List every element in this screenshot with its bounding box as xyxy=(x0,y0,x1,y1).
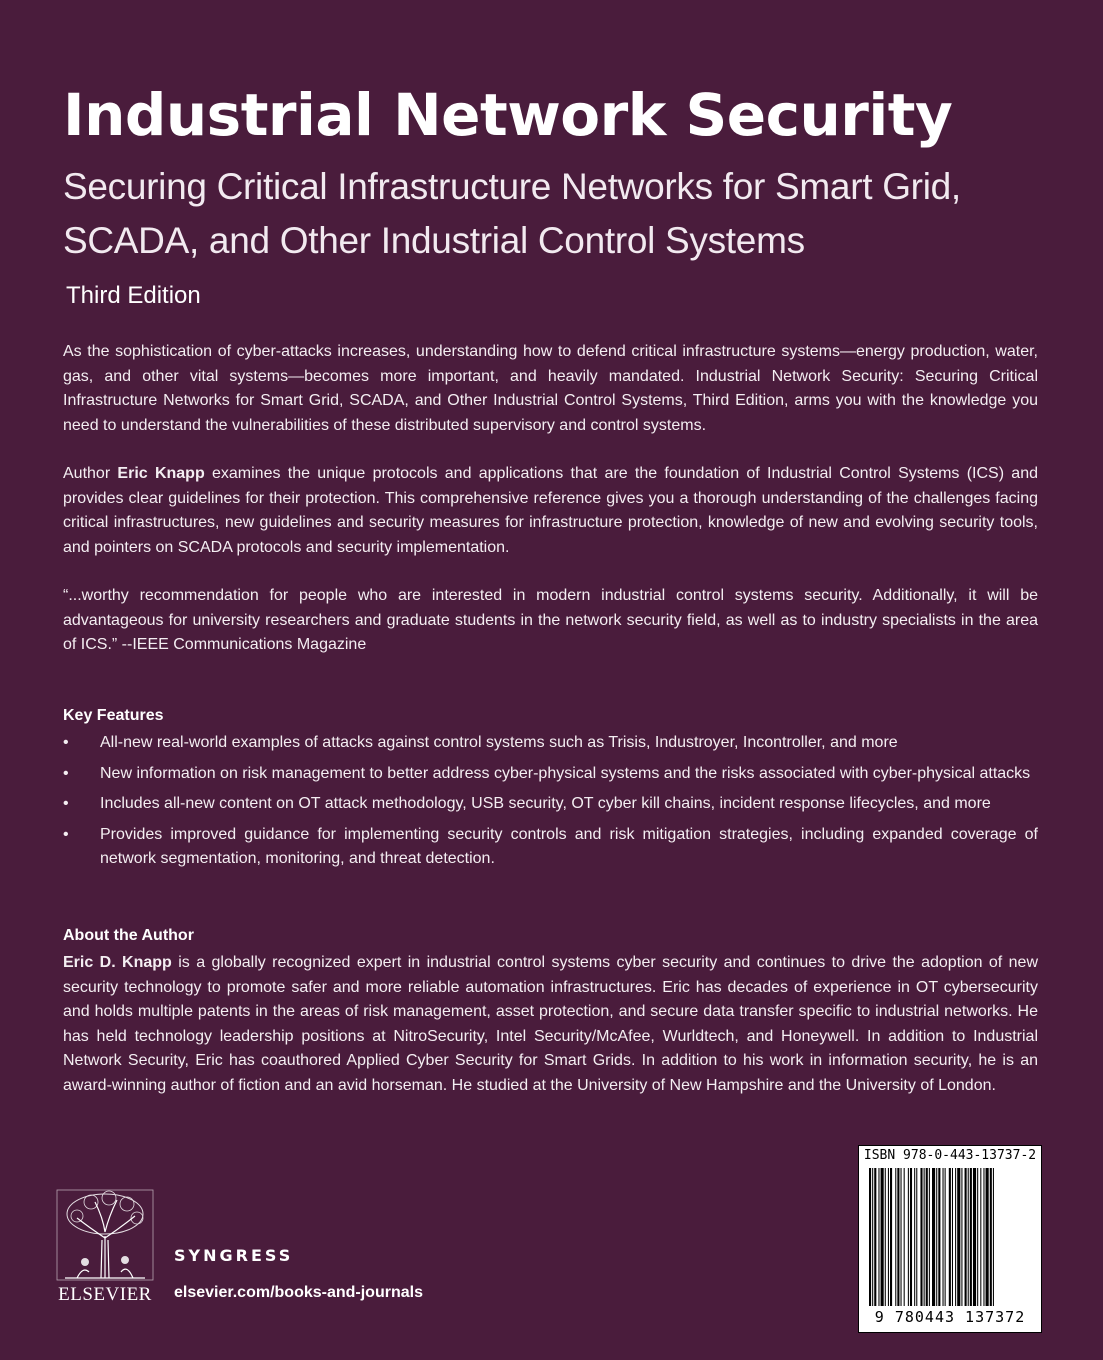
list-item xyxy=(63,792,1038,817)
bullet-icon: • xyxy=(63,825,69,843)
book-edition: Third Edition xyxy=(66,282,201,309)
author-bio: is a globally recognized expert in industrial control systems cyber security and continues to drive the adoption of new security technology to promote safer and more reliable automation infrastructures. Eric has decades of experience in OT cybersecurity and holds multiple patents in the areas of risk management, asset protection, and secure data transfer specific to industrial networks. He has held technology leadership positions at NitroSecurity, Intel Security/McAfee, Wurldtech, and Honeywell. In addition to Industrial Network Security, Eric has coauthored Applied Cyber Security for Smart Grids. In addition to his work in information security, he is an award-winning author of fiction and an avid horseman. He studied at the University of New Hampshire and the University of London. xyxy=(63,954,1039,1094)
book-title: Industrial Network Security xyxy=(63,81,953,149)
isbn-label: ISBN 978-0-443-13737-2 xyxy=(863,1148,1037,1163)
elsevier-tree-logo-icon xyxy=(55,1188,155,1282)
book-subtitle: Securing Critical Infrastructure Networks for Smart Grid, SCADA, and Other Industrial Control Systems xyxy=(63,166,961,261)
barcode-icon xyxy=(867,1168,1033,1306)
p2-prefix: Author xyxy=(63,465,118,482)
feature-text: New information on risk management to better address cyber-physical systems and the risks associated with cyber-physical attacks xyxy=(100,764,1031,782)
about-author-text xyxy=(63,951,1038,1098)
about-author-heading: About the Author xyxy=(63,927,194,944)
publisher-url: elsevier.com/books-and-journals xyxy=(174,1284,423,1301)
author-name: Eric D. Knapp xyxy=(63,954,172,971)
isbn-barcode xyxy=(858,1145,1042,1333)
syngress-imprint: SYNGRESS xyxy=(174,1246,294,1265)
list-item xyxy=(63,823,1038,872)
p2-rest: examines the unique protocols and applications that are the foundation of Industrial Control Systems (ICS) and provides clear guidelines for their protection. This comprehensive reference gives you a thorough understanding of the challenges facing critical infrastructures, new guidelines and security measures for infrastructure protection, knowledge of new and evolving security tools, and pointers on SCADA protocols and security implementation. xyxy=(63,465,1038,556)
key-features-heading: Key Features xyxy=(63,707,164,724)
key-features-list xyxy=(63,731,1038,878)
feature-text: Includes all-new content on OT attack methodology, USB security, OT cyber kill chains, incident response lifecycles, and more xyxy=(100,795,991,812)
feature-text: All-new real-world examples of attacks against control systems such as Trisis, Industroyer, Incontroller, and more xyxy=(100,734,898,751)
description-paragraph-1: As the sophistication of cyber-attacks increases, understanding how to defend critical infrastructure systems—energy production, water, gas, and other vital systems—becomes more important, and heavily mandated. Industrial Network Security: Securing Critical Infrastructure Networks for Smart Grid, SCADA, and Other Industrial Control Systems, Third Edition, arms you with the knowledge you need to understand the vulnerabilities of these distributed supervisory and control systems. xyxy=(63,343,1038,434)
bullet-icon: • xyxy=(63,734,69,751)
p2-author-name: Eric Knapp xyxy=(117,465,205,482)
review-quote: “...worthy recommendation for people who are interested in modern industrial control systems security. Additionally, it will be advantageous for university researchers and graduate students in the network security field, as well as to industry specialists in the area of ICS.” --IEEE Communications Magazine xyxy=(63,587,1038,653)
bullet-icon: • xyxy=(63,795,69,812)
elsevier-wordmark: ELSEVIER xyxy=(58,1284,152,1305)
isbn-digits: 9 780443 137372 xyxy=(874,1308,1026,1326)
list-item xyxy=(63,762,1038,787)
bullet-icon: • xyxy=(63,764,69,782)
feature-text: Provides improved guidance for implementing security controls and risk mitigation strategies, including expanded coverage of network segmentation, monitoring, and threat detection. xyxy=(100,825,1038,867)
list-item xyxy=(63,731,1038,756)
description-paragraph-2 xyxy=(63,462,1038,560)
